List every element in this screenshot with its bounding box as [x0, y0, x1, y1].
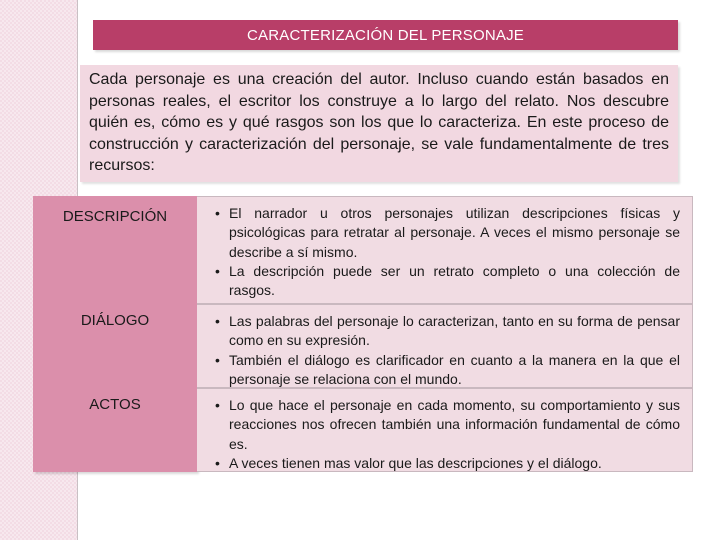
bullet-item: • A veces tienen mas valor que las descripciones y el diálogo. [215, 454, 680, 473]
intro-text: Cada personaje es una creación del autor. Incluso cuando están basados en personas reales, el escritor los construye a lo largo del relato. Nos descubre quién es, cómo es y qué rasgos son los que lo caracteriza. En este proceso de construcción y caracterización del personaje, se vale fundamentalmente de tres recursos: [89, 71, 669, 174]
resource-row-actos [33, 388, 693, 472]
bullet-item: • Lo que hace el personaje en cada momento, su comportamiento y sus reacciones nos ofrecen también una información fundamental de cómo es. [215, 396, 680, 454]
bullet-item: • También el diálogo es clarificador en cuanto a la manera en la que el personaje se relaciona con el mundo. [215, 351, 680, 390]
resource-label-dialogo: DIÁLOGO [33, 304, 197, 388]
intro-paragraph [80, 65, 678, 182]
bullet-item: • Las palabras del personaje lo caracterizan, tanto en su forma de pensar como en su expresión. [215, 312, 680, 351]
resource-row-dialogo [33, 304, 693, 388]
slide-title-text: CARACTERIZACIÓN DEL PERSONAJE [247, 26, 524, 44]
resource-body-descripcion [197, 196, 693, 304]
bullet-item: • El narrador u otros personajes utilizan descripciones físicas y psicológicas para retratar al personaje. A veces el mismo personaje se describe a sí mismo. [215, 204, 680, 262]
resource-body-actos [197, 388, 693, 472]
resource-label-descripcion: DESCRIPCIÓN [33, 196, 197, 304]
bullet-item: • La descripción puede ser un retrato completo o una colección de rasgos. [215, 262, 680, 301]
resource-row-descripcion [33, 196, 693, 304]
resource-body-dialogo [197, 304, 693, 388]
resource-label-actos: ACTOS [33, 388, 197, 472]
slide-title [93, 20, 678, 50]
